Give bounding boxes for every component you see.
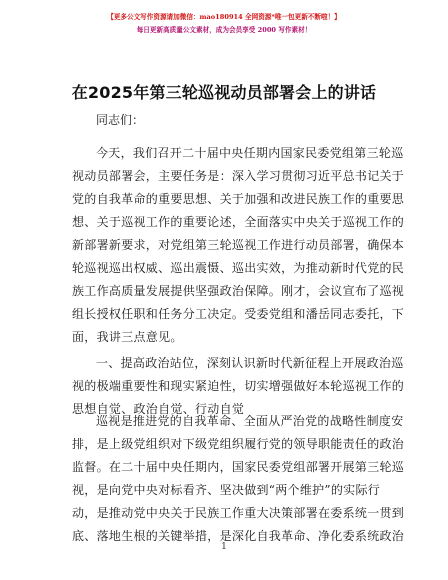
body-line: 新部署新要求，对党组第三轮巡视工作进行动员部署，确保本 xyxy=(72,238,405,252)
promo-banner-line-2: 每日更新高质量公文素材，成为会员享受 2000 写作素材！ xyxy=(136,26,312,34)
greeting: 同志们： xyxy=(96,113,145,127)
document-title: 在2025年第三轮巡视动员部署会上的讲话 xyxy=(71,83,377,102)
body-line: 族工作高质量发展提供坚强政治保障。刚才，会议宣布了巡视 xyxy=(72,284,405,298)
body-line: 底、落地生根的关键举措，是深化自我革命、净化委系统政治 xyxy=(72,529,405,543)
body-line: 动，是推动党中央关于民族工作重大决策部署在委系统一贯到 xyxy=(72,506,405,520)
body-line: 一、提高政治站位，深刻认识新时代新征程上开展政治巡 xyxy=(96,356,404,370)
body-line: 排，是上级党组织对下级党组织履行党的领导职能责任的政治 xyxy=(72,437,405,451)
promo-banner-line-1: 【更多公文写作资源请加微信：mao180914 全网资源*唯一包更新不断啦！】 xyxy=(107,13,341,21)
body-line: 巡视是推进党的自我革命、全面从严治党的战略性制度安 xyxy=(96,414,404,428)
body-line: 党的自我革命的重要思想、关于加强和改进民族工作的重要思 xyxy=(72,192,405,206)
body-line: 想、关于巡视工作的重要论述，全面落实中央关于巡视工作的 xyxy=(72,215,405,229)
body-line: 思想自觉、政治自觉、行动自觉 xyxy=(72,402,245,416)
body-line: 视，是向党中央对标看齐、坚决做到“两个维护”的实际行 xyxy=(72,483,381,497)
body-line: 视动员部署会，主要任务是：深入学习贯彻习近平总书记关于 xyxy=(72,169,405,183)
body-line: 组长授权任职和任务分工决定。受委党组和潘岳同志委托，下 xyxy=(72,307,405,321)
body-line: 今天，我们召开二十届中央任期内国家民委党组第三轮巡 xyxy=(96,146,404,160)
body-line: 监督。在二十届中央任期内，国家民委党组部署开展第三轮巡 xyxy=(72,460,405,474)
body-line: 面，我讲三点意见。 xyxy=(72,330,183,344)
page-number: 1 xyxy=(221,542,227,552)
body-line: 视的极端重要性和现实紧迫性，切实增强做好本轮巡视工作的 xyxy=(72,379,405,393)
body-line: 轮巡视巡出权威、巡出震慑、巡出实效，为推动新时代党的民 xyxy=(72,261,405,275)
